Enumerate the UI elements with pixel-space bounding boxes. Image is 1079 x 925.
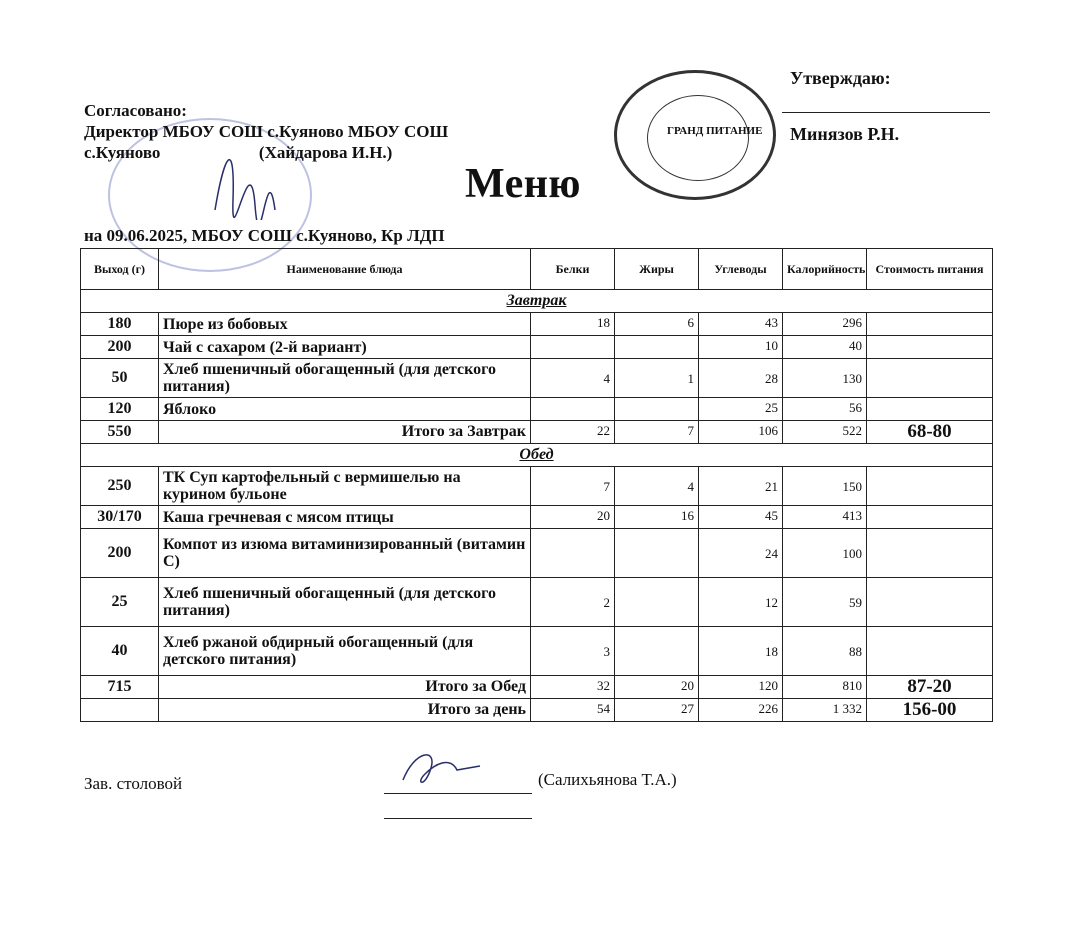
cell-name: Хлеб ржаной обдирный обогащенный (для детского питания) — [159, 627, 531, 676]
cell-price — [867, 578, 993, 627]
cell-out: 200 — [81, 529, 159, 578]
cell-name: Хлеб пшеничный обогащенный (для детского питания) — [159, 578, 531, 627]
stamp-inner-ring — [647, 95, 749, 181]
cell-fat — [615, 398, 699, 421]
cell-out: 715 — [81, 676, 159, 699]
cell-name: Пюре из бобовых — [159, 313, 531, 336]
cell-kcal: 130 — [783, 359, 867, 398]
table-row — [81, 529, 993, 578]
cell-kcal: 40 — [783, 336, 867, 359]
cell-protein — [531, 336, 615, 359]
col-header: Наименование блюда — [159, 249, 531, 290]
table-row — [81, 578, 993, 627]
cell-carbs: 25 — [699, 398, 783, 421]
cell-protein: 18 — [531, 313, 615, 336]
cell-price — [867, 336, 993, 359]
cell-kcal: 59 — [783, 578, 867, 627]
cell-kcal: 810 — [783, 676, 867, 699]
cell-out: 40 — [81, 627, 159, 676]
cell-protein — [531, 529, 615, 578]
signature-line — [384, 793, 532, 794]
cell-name: Хлеб пшеничный обогащенный (для детского питания) — [159, 359, 531, 398]
cell-protein: 3 — [531, 627, 615, 676]
table-header-row — [81, 249, 993, 290]
cell-name: Чай с сахаром (2-й вариант) — [159, 336, 531, 359]
cell-carbs: 106 — [699, 421, 783, 444]
director-signature-icon — [205, 130, 295, 220]
cell-protein: 32 — [531, 676, 615, 699]
cell-price — [867, 627, 993, 676]
cell-carbs: 21 — [699, 467, 783, 506]
cell-fat: 1 — [615, 359, 699, 398]
cell-fat: 6 — [615, 313, 699, 336]
cell-protein: 2 — [531, 578, 615, 627]
approval-name: (Хайдарова И.Н.) — [258, 143, 393, 162]
cell-carbs: 43 — [699, 313, 783, 336]
cell-protein: 54 — [531, 699, 615, 722]
cell-price: 156-00 — [867, 699, 993, 722]
table-row — [81, 359, 993, 398]
cell-protein: 7 — [531, 467, 615, 506]
approver-block — [790, 68, 891, 89]
cell-price — [867, 529, 993, 578]
cell-carbs: 24 — [699, 529, 783, 578]
section-row — [81, 444, 993, 467]
cell-price — [867, 467, 993, 506]
table-row — [81, 336, 993, 359]
cell-protein: 20 — [531, 506, 615, 529]
cell-out: 200 — [81, 336, 159, 359]
canteen-signature-icon — [395, 748, 485, 788]
stamp-text: ГРАНД ПИТАНИЕ — [667, 125, 763, 137]
footer-name: (Салихьянова Т.А.) — [538, 770, 677, 789]
page-title: Меню — [465, 161, 582, 207]
table-row — [81, 506, 993, 529]
cell-price — [867, 359, 993, 398]
breakfast-total-row — [81, 421, 993, 444]
cell-total-label: Итого за Обед — [159, 676, 531, 699]
table-row — [81, 398, 993, 421]
col-header: Стоимость питания — [867, 249, 993, 290]
cell-fat — [615, 578, 699, 627]
cell-price: 68-80 — [867, 421, 993, 444]
cell-out: 180 — [81, 313, 159, 336]
cell-total-label: Итого за день — [159, 699, 531, 722]
cell-fat: 4 — [615, 467, 699, 506]
cell-total-label: Итого за Завтрак — [159, 421, 531, 444]
cell-name: Каша гречневая с мясом птицы — [159, 506, 531, 529]
cell-fat — [615, 336, 699, 359]
cell-name: Яблоко — [159, 398, 531, 421]
table-row — [81, 313, 993, 336]
cell-fat: 20 — [615, 676, 699, 699]
cell-kcal: 522 — [783, 421, 867, 444]
cell-fat — [615, 627, 699, 676]
approval-director: Директор МБОУ СОШ с.Куяново МБОУ СОШ — [84, 122, 449, 141]
cell-fat: 7 — [615, 421, 699, 444]
cell-price: 87-20 — [867, 676, 993, 699]
day-total-row — [81, 699, 993, 722]
table-row — [81, 467, 993, 506]
approver-name: Минязов Р.Н. — [790, 124, 900, 144]
col-header: Калорийность — [783, 249, 867, 290]
cell-kcal: 88 — [783, 627, 867, 676]
cell-fat — [615, 529, 699, 578]
cell-price — [867, 506, 993, 529]
section-title: Завтрак — [81, 290, 993, 313]
approve-label: Утверждаю: — [790, 68, 891, 88]
cell-name: Компот из изюма витаминизированный (витамин С) — [159, 529, 531, 578]
cell-carbs: 18 — [699, 627, 783, 676]
cell-kcal: 1 332 — [783, 699, 867, 722]
cell-carbs: 28 — [699, 359, 783, 398]
col-header: Жиры — [615, 249, 699, 290]
cell-name: ТК Суп картофельный с вермишелью на курином бульоне — [159, 467, 531, 506]
menu-table — [80, 248, 993, 722]
cell-out: 250 — [81, 467, 159, 506]
approval-block — [84, 100, 554, 163]
cell-price — [867, 313, 993, 336]
lunch-total-row — [81, 676, 993, 699]
cell-kcal: 413 — [783, 506, 867, 529]
cell-out: 50 — [81, 359, 159, 398]
cell-kcal: 100 — [783, 529, 867, 578]
section-row — [81, 290, 993, 313]
col-header: Углеводы — [699, 249, 783, 290]
cell-kcal: 56 — [783, 398, 867, 421]
cell-carbs: 120 — [699, 676, 783, 699]
cell-kcal: 150 — [783, 467, 867, 506]
footer-role: Зав. столовой — [84, 774, 183, 793]
approval-village: с.Куяново — [84, 143, 161, 162]
col-header: Белки — [531, 249, 615, 290]
cell-out: 30/170 — [81, 506, 159, 529]
col-header: Выход (г) — [81, 249, 159, 290]
menu-subtitle: на 09.06.2025, МБОУ СОШ с.Куяново, Кр ЛДП — [84, 226, 445, 245]
cell-out: 550 — [81, 421, 159, 444]
table-row — [81, 627, 993, 676]
cell-protein — [531, 398, 615, 421]
cell-carbs: 45 — [699, 506, 783, 529]
cell-price — [867, 398, 993, 421]
cell-protein: 4 — [531, 359, 615, 398]
cell-protein: 22 — [531, 421, 615, 444]
cell-out — [81, 699, 159, 722]
round-stamp — [614, 70, 776, 200]
approval-label: Согласовано: — [84, 101, 187, 120]
cell-carbs: 10 — [699, 336, 783, 359]
signature-line-2 — [384, 818, 532, 819]
cell-carbs: 12 — [699, 578, 783, 627]
cell-fat: 27 — [615, 699, 699, 722]
approver-sign-line — [782, 112, 990, 113]
cell-fat: 16 — [615, 506, 699, 529]
cell-out: 120 — [81, 398, 159, 421]
cell-kcal: 296 — [783, 313, 867, 336]
cell-carbs: 226 — [699, 699, 783, 722]
cell-out: 25 — [81, 578, 159, 627]
section-title: Обед — [81, 444, 993, 467]
